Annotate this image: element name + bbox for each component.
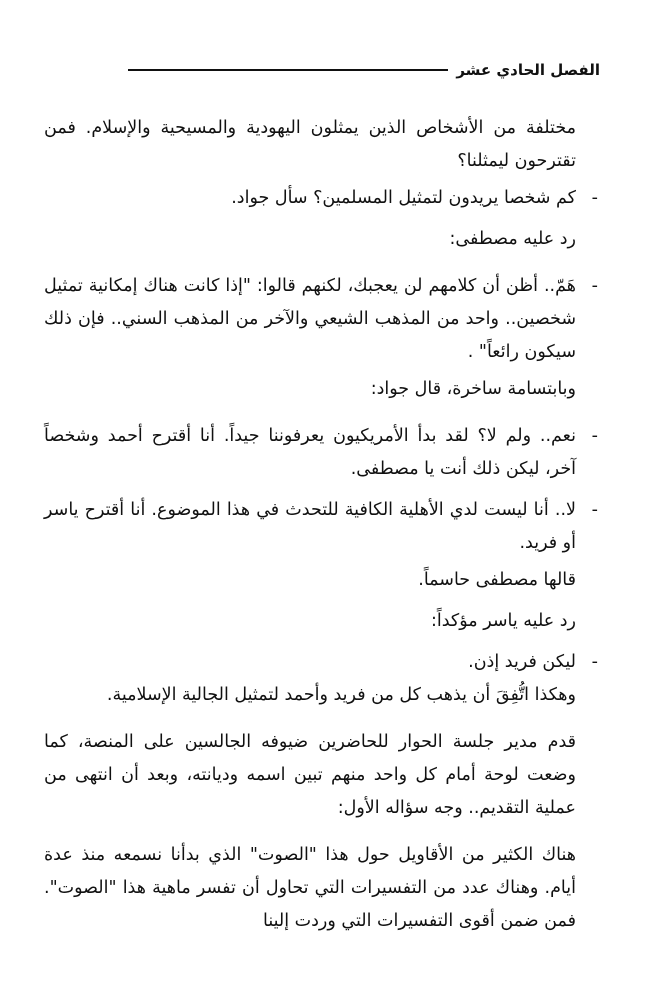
dialogue-dash: - xyxy=(591,500,598,520)
dialogue-line xyxy=(44,494,598,560)
dialogue-text: نعم.. ولم لا؟ لقد بدأ الأمريكيون يعرفوننا جيداً. أنا أقترح أحمد وشخصاً آخر، ليكن ذلك أنت يا مصطفى. xyxy=(44,426,576,479)
chapter-title: الفصل الحادي عشر xyxy=(456,61,600,79)
paragraph: رد عليه مصطفى: xyxy=(449,229,576,249)
dialogue-dash: - xyxy=(591,276,598,296)
dialogue-dash: - xyxy=(591,426,598,446)
paragraph: رد عليه ياسر مؤكداً: xyxy=(430,611,576,631)
paragraph: قالها مصطفى حاسماً. xyxy=(418,570,576,590)
dialogue-text: لا.. أنا ليست لدي الأهلية الكافية للتحدث في هذا الموضوع. أنا أقترح ياسر أو فريد. xyxy=(44,500,576,553)
running-header xyxy=(48,54,600,86)
dialogue-line xyxy=(44,646,598,679)
dialogue-dash: - xyxy=(591,652,598,672)
paragraph: مختلفة من الأشخاص الذين يمثلون اليهودية والمسيحية والإسلام. فمن تقترحون ليمثلنا؟ xyxy=(44,118,576,171)
paragraph: هناك الكثير من الأقاويل حول هذا "الصوت" الذي بدأنا نسمعه منذ عدة أيام. وهناك عدد من التفسيرات التي تحاول أن تفسر ماهية هذا "الصوت". فمن ضمن أقوى التفسيرات التي وردت إلينا xyxy=(44,845,576,931)
dialogue-line xyxy=(44,182,598,215)
dialogue-dash: - xyxy=(591,188,598,208)
page-body xyxy=(44,112,598,938)
paragraph: قدم مدير جلسة الحوار للحاضرين ضيوفه الجالسين على المنصة، كما وضعت لوحة أمام كل واحد منهم تبين اسمه وديانته، وبعد أن انتهى من عملية التقديم.. وجه سؤاله الأول: xyxy=(44,732,576,818)
dialogue-text: كم شخصا يريدون لتمثيل المسلمين؟ سأل جواد. xyxy=(231,188,576,208)
dialogue-line xyxy=(44,270,598,369)
paragraph: وبابتسامة ساخرة، قال جواد: xyxy=(370,379,576,399)
header-rule xyxy=(128,69,448,71)
dialogue-text: ليكن فريد إذن. xyxy=(468,652,576,672)
dialogue-line xyxy=(44,420,598,486)
paragraph: وهكذا اتُّفِقَ أن يذهب كل من فريد وأحمد لتمثيل الجالية الإسلامية. xyxy=(106,685,576,705)
dialogue-text: هَمّ.. أظن أن كلامهم لن يعجبك، لكنهم قالوا: "إذا كانت هناك إمكانية تمثيل شخصين.. واحد من المذهب الشيعي والآخر من المذهب السني.. فإن ذلك سيكون رائعاً" . xyxy=(44,276,576,362)
